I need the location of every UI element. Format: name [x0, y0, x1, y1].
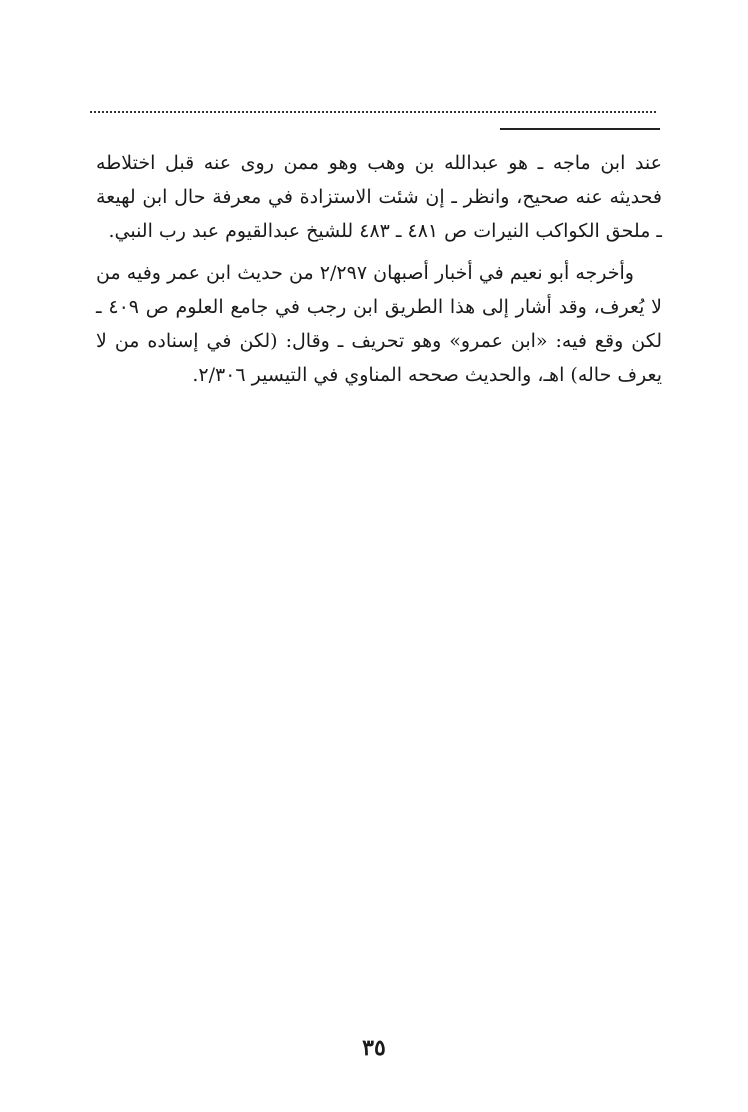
footnote-section — [96, 146, 662, 392]
page-number: ٣٥ — [362, 1035, 386, 1061]
footnote-paragraph-2: وأخرجه أبو نعيم في أخبار أصبهان ٢/٢٩٧ من حديث ابن عمر وفيه من لا يُعرف، وقد أشار إلى هذا الطريق ابن رجب في جامع العلوم ص ٤٠٩ ـ لكن وقع فيه: «ابن عمرو» وهو تحريف ـ وقال: (لكن في إسناده من لا يعرف حاله) اهـ، والحديث صححه المناوي في التيسير ٢/٣٠٦. — [96, 262, 662, 386]
footnote-separator — [500, 128, 660, 130]
dotted-header-rule — [90, 111, 656, 113]
footnote-paragraph-1: عند ابن ماجه ـ هو عبدالله بن وهب وهو ممن روى عنه قبل اختلاطه فحديثه عنه صحيح، وانظر ـ إن شئت الاستزادة في معرفة حال ابن لهيعة ـ ملحق الكواكب النيرات ص ٤٨١ ـ ٤٨٣ للشيخ عبدالقيوم عبد رب النبي. — [96, 152, 662, 242]
